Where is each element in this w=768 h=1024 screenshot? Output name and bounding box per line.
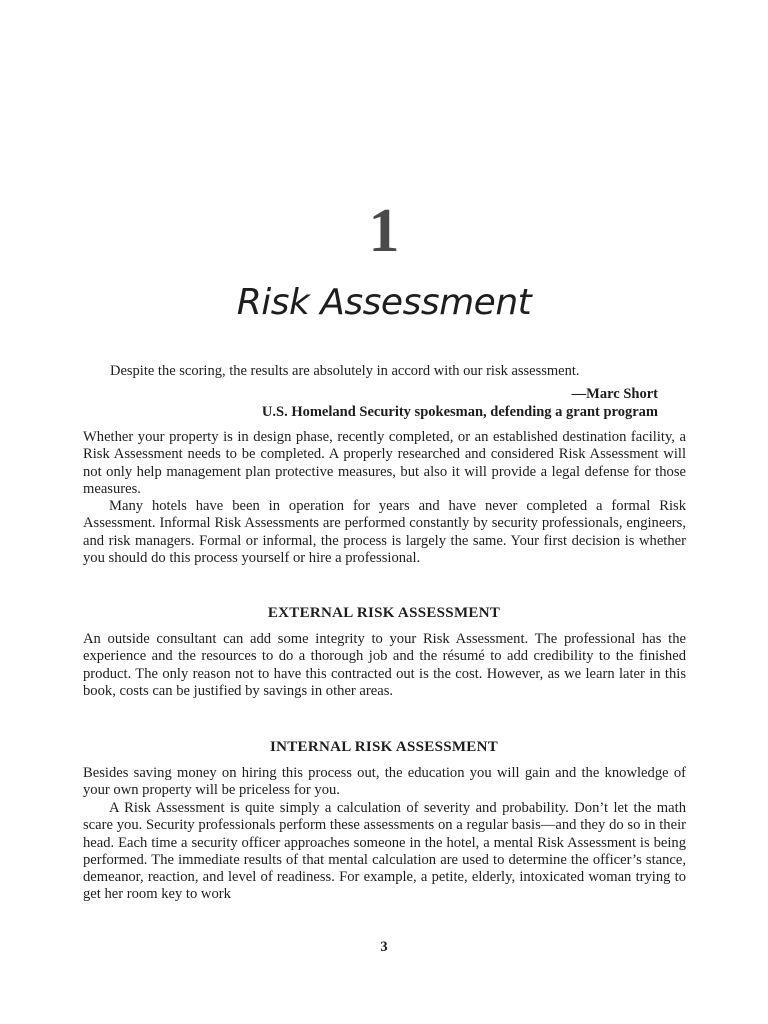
epigraph-author: —Marc Short: [571, 386, 658, 402]
epigraph-quote: Despite the scoring, the results are absolutely in accord with our risk assessment.: [110, 363, 580, 379]
section-heading-internal: INTERNAL RISK ASSESSMENT: [269, 739, 499, 755]
section-heading-external: EXTERNAL RISK ASSESSMENT: [267, 605, 501, 621]
internal-paragraph-1: Besides saving money on hiring this process out, the education you will gain and the knowledge of your own property will be priceless for you.: [83, 765, 686, 799]
epigraph-author-role: U.S. Homeland Security spokesman, defending a grant program: [261, 404, 658, 420]
page-number: 3: [380, 939, 388, 955]
intro-paragraph-2: Many hotels have been in operation for years and have never completed a formal Risk Assessment. Informal Risk Assessments are performed constantly by security professionals, engineers, and risk managers. Formal or informal, the process is largely the same. Your first decision is whether you should do this process yourself or hire a professional.: [83, 498, 686, 566]
chapter-number: 1: [368, 197, 400, 265]
chapter-title: Risk Assessment: [236, 282, 532, 323]
internal-paragraph-2: A Risk Assessment is quite simply a calculation of severity and probability. Don’t let the math scare you. Security professionals perform these assessments on a regular basis—and they do so in their head. Each time a security officer approaches someone in the hotel, a mental Risk Assessment is being performed. The immediate results of that mental calculation are used to determine the officer’s stance, demeanor, reaction, and level of readiness. For example, a petite, elderly, intoxicated woman trying to get her room key to work: [83, 800, 686, 903]
external-paragraph-1: An outside consultant can add some integrity to your Risk Assessment. The professional has the experience and the resources to do a thorough job and the résumé to add credibility to the finished product. The only reason not to have this contracted out is the cost. However, as we learn later in this book, costs can be justified by savings in other areas.: [83, 631, 686, 699]
intro-paragraph-1: Whether your property is in design phase, recently completed, or an established destination facility, a Risk Assessment needs to be completed. A properly researched and considered Risk Assessment will not only help management plan protective measures, but also it will provide a legal defense for those measures.: [83, 429, 686, 497]
